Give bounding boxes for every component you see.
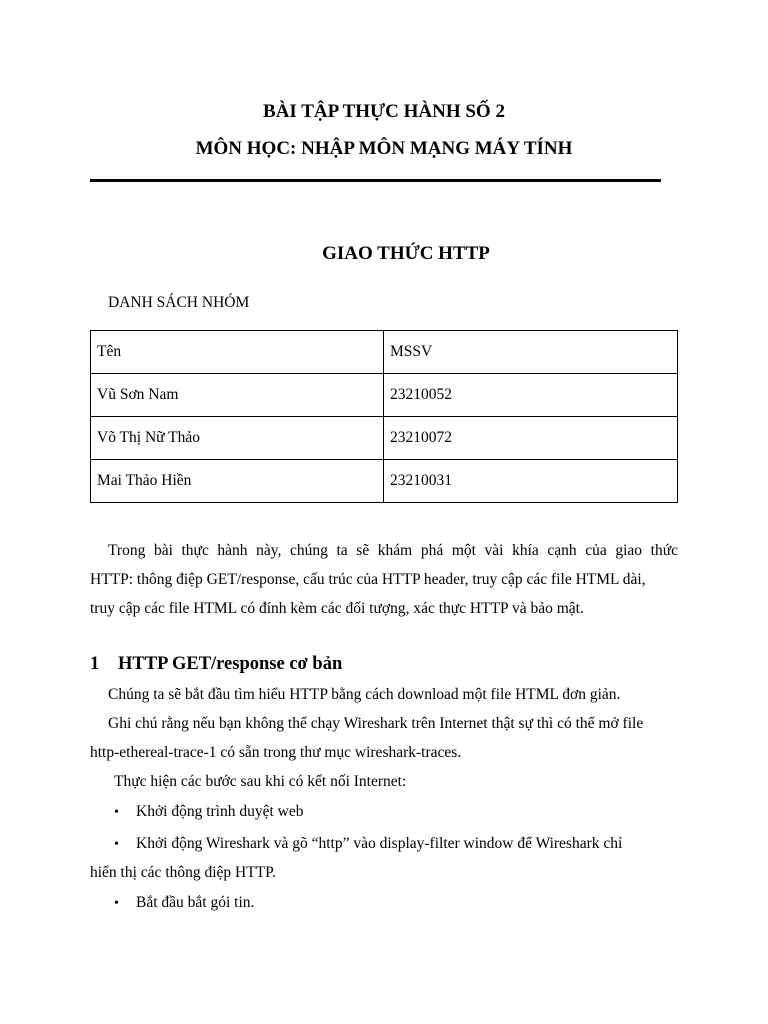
bullet-icon: • bbox=[114, 896, 119, 911]
course-title: MÔN HỌC: NHẬP MÔN MẠNG MÁY TÍNH bbox=[195, 138, 573, 159]
table-header-row bbox=[91, 331, 678, 374]
intro-line-2: HTTP: thông điệp GET/response, cấu trúc của HTTP header, truy cập các file HTML dài, bbox=[90, 571, 646, 588]
section-1-number: 1 bbox=[90, 654, 100, 674]
group-members-table bbox=[90, 330, 678, 503]
section-1-heading bbox=[90, 651, 342, 677]
bullet-item-1: Khởi động trình duyệt web bbox=[136, 803, 304, 820]
member-student-id: 23210072 bbox=[384, 417, 678, 460]
table-row bbox=[91, 374, 678, 417]
section-title: GIAO THỨC HTTP bbox=[322, 243, 490, 264]
section-1-paragraph-2-line-1: Ghi chú rằng nếu bạn không thể chạy Wireshark trên Internet thật sự thì có thể mở file bbox=[108, 715, 644, 732]
table-row bbox=[91, 417, 678, 460]
table-row bbox=[91, 460, 678, 503]
bullet-icon: • bbox=[114, 805, 119, 820]
intro-line-1: Trong bài thực hành này, chúng ta sẽ khám phá một vài khía cạnh của giao thức bbox=[108, 542, 678, 559]
table-header-student-id: MSSV bbox=[384, 331, 678, 374]
header-divider bbox=[90, 179, 661, 182]
section-1-paragraph-1: Chúng ta sẽ bắt đầu tìm hiểu HTTP bằng cách download một file HTML đơn giản. bbox=[108, 686, 621, 703]
member-name: Mai Thảo Hiền bbox=[91, 460, 384, 503]
bullet-item-3: Bắt đầu bắt gói tin. bbox=[136, 894, 255, 911]
member-student-id: 23210052 bbox=[384, 374, 678, 417]
bullet-item-2-line-2: hiển thị các thông điệp HTTP. bbox=[90, 864, 276, 881]
member-name: Võ Thị Nữ Thảo bbox=[91, 417, 384, 460]
bullet-item-2-line-1: Khởi động Wireshark và gõ “http” vào display-filter window để Wireshark chỉ bbox=[136, 835, 623, 852]
group-list-label: DANH SÁCH NHÓM bbox=[108, 294, 250, 311]
bullet-icon: • bbox=[114, 837, 119, 852]
member-student-id: 23210031 bbox=[384, 460, 678, 503]
section-1-paragraph-2-line-2: http-ethereal-trace-1 có sẵn trong thư mục wireshark-traces. bbox=[90, 744, 462, 761]
section-1-paragraph-3: Thực hiện các bước sau khi có kết nối Internet: bbox=[114, 773, 407, 790]
table-header-name: Tên bbox=[91, 331, 384, 374]
intro-line-3: truy cập các file HTML có đính kèm các đối tượng, xác thực HTTP và bảo mật. bbox=[90, 600, 584, 617]
member-name: Vũ Sơn Nam bbox=[91, 374, 384, 417]
section-1-heading-text: HTTP GET/response cơ bản bbox=[118, 654, 343, 674]
document-title: BÀI TẬP THỰC HÀNH SỐ 2 bbox=[263, 101, 505, 122]
